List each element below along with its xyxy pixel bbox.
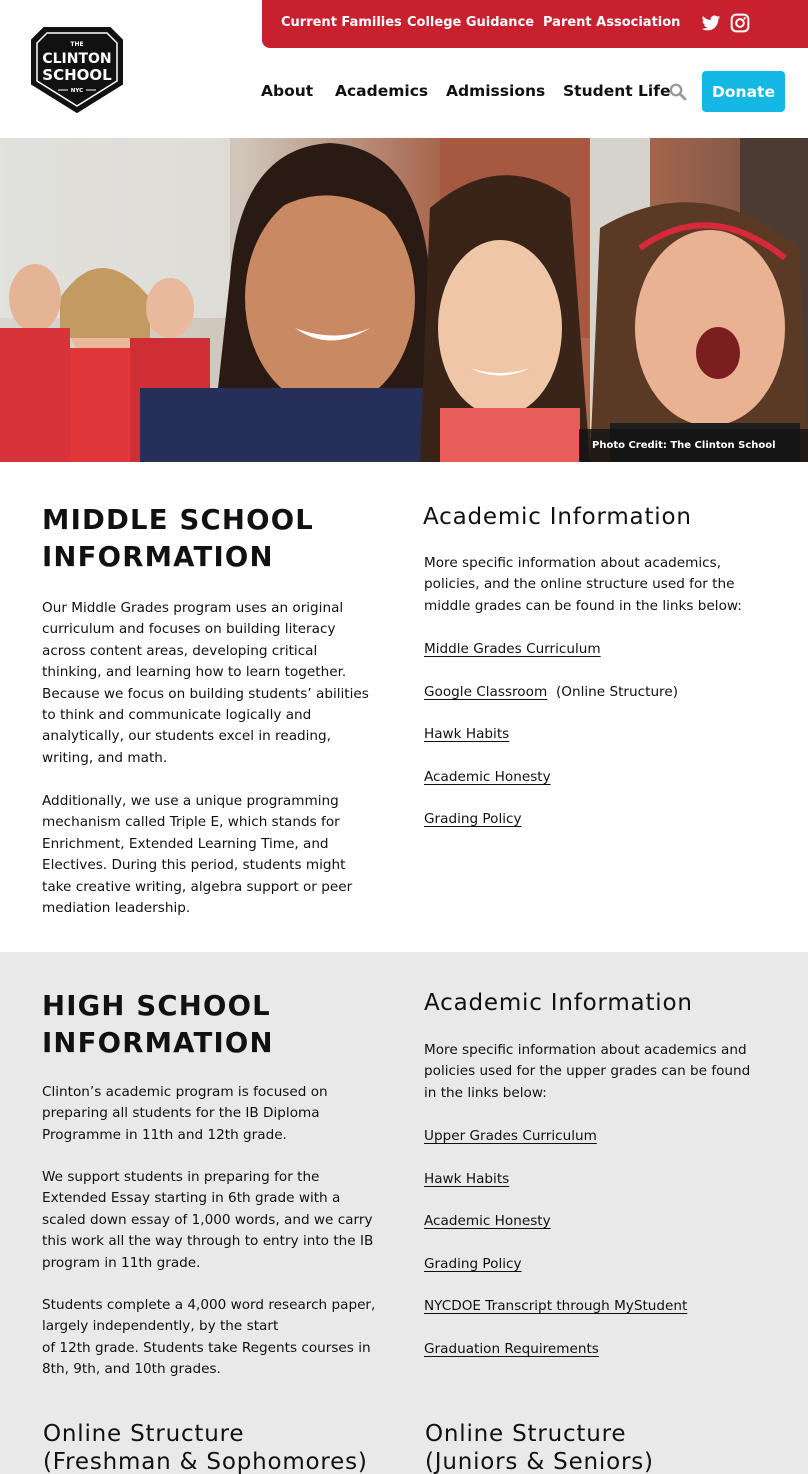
text-line: program in 11th grade.: [42, 1254, 201, 1271]
search-icon[interactable]: [668, 82, 688, 102]
svg-text:SCHOOL: SCHOOL: [42, 66, 112, 84]
text-line: largely independently, by the start: [42, 1318, 279, 1335]
text-line: Additionally, we use a unique programming: [42, 793, 339, 809]
middle-school-section: [0, 462, 808, 952]
instagram-icon[interactable]: [730, 13, 750, 37]
link-academic-honesty-upper[interactable]: Academic Honesty: [424, 1213, 551, 1229]
middle-academic-info-intro: [424, 553, 784, 617]
text-line: Clinton’s academic program is focused on: [42, 1084, 328, 1100]
high-school-section: [0, 952, 808, 1474]
text-line: scaled down essay of 1,000 words, and we carry: [42, 1211, 373, 1228]
middle-school-paragraph-2: [42, 791, 392, 919]
link-upper-grades-curriculum[interactable]: Upper Grades Curriculum: [424, 1128, 597, 1144]
link-google-classroom[interactable]: Google Classroom: [424, 684, 548, 700]
text-line: across content areas, developing critical: [42, 642, 318, 659]
nav-student-life[interactable]: Student Life: [563, 82, 671, 100]
high-school-title-line1: HIGH SCHOOL: [42, 990, 271, 1022]
high-school-title: [42, 988, 274, 1062]
online-structure-right-line2: (Juniors & Seniors): [425, 1449, 654, 1474]
high-academic-info-intro: [424, 1040, 784, 1104]
online-structure-left-title: [43, 1420, 368, 1474]
text-line: of 12th grade. Students take Regents courses in: [42, 1339, 371, 1356]
twitter-icon[interactable]: [701, 13, 721, 37]
svg-text:THE: THE: [70, 41, 84, 48]
hero-photo-illustration: [0, 138, 808, 462]
google-classroom-suffix: (Online Structure): [556, 684, 679, 700]
online-structure-right-line1: Online Structure: [425, 1421, 627, 1447]
text-line: We support students in preparing for the: [42, 1169, 320, 1185]
text-line: to think and communicate logically and: [42, 707, 312, 724]
text-line: in the links below:: [424, 1084, 547, 1101]
link-academic-honesty[interactable]: Academic Honesty: [424, 769, 551, 785]
link-hawk-habits-upper[interactable]: Hawk Habits: [424, 1171, 510, 1187]
text-line: take creative writing, algebra support or peer: [42, 878, 353, 895]
online-structure-left-line1: Online Structure: [43, 1421, 245, 1447]
middle-school-title: [42, 502, 314, 576]
text-line: policies, and the online structure used for the: [424, 576, 735, 593]
high-school-paragraph-1: [42, 1082, 402, 1146]
site-header: [0, 0, 808, 138]
text-line: mechanism called Triple E, which stands for: [42, 814, 340, 831]
link-hawk-habits[interactable]: Hawk Habits: [424, 726, 510, 742]
text-line: Extended Essay starting in 6th grade with a: [42, 1190, 341, 1207]
high-school-paragraph-3: [42, 1295, 402, 1381]
middle-school-title-line1: MIDDLE SCHOOL: [42, 504, 315, 536]
utility-nav-bar: [262, 0, 808, 48]
middle-school-title-line2: INFORMATION: [42, 541, 274, 573]
text-line: preparing all students for the IB Diploma: [42, 1105, 320, 1122]
nav-parent-association[interactable]: Parent Association: [543, 15, 681, 30]
nav-college-guidance[interactable]: College Guidance: [407, 15, 535, 30]
nav-admissions[interactable]: Admissions: [446, 82, 546, 100]
link-middle-grades-curriculum[interactable]: Middle Grades Curriculum: [424, 641, 601, 657]
text-line: this work all the way through to entry into the IB: [42, 1233, 374, 1250]
link-nycdoe-transcript[interactable]: NYCDOE Transcript through MyStudent: [424, 1298, 688, 1314]
link-grading-policy-upper[interactable]: Grading Policy: [424, 1256, 522, 1272]
text-line: Our Middle Grades program uses an original: [42, 600, 344, 616]
nav-about[interactable]: About: [261, 82, 314, 100]
svg-text:NYC: NYC: [70, 88, 84, 94]
text-line: thinking, and learning how to learn together.: [42, 664, 347, 681]
text-line: 8th, 9th, and 10th grades.: [42, 1361, 221, 1378]
text-line: Students complete a 4,000 word research paper,: [42, 1297, 376, 1313]
text-line: More specific information about academics and: [424, 1042, 747, 1058]
text-line: writing, and math.: [42, 749, 168, 766]
link-grading-policy[interactable]: Grading Policy: [424, 811, 522, 827]
nav-current-families[interactable]: Current Families: [281, 15, 402, 30]
text-line: Programme in 11th and 12th grade.: [42, 1126, 287, 1143]
middle-academic-info-title: Academic Information: [423, 504, 692, 530]
school-logo[interactable]: [30, 24, 124, 114]
svg-text:CLINTON: CLINTON: [42, 51, 112, 67]
high-school-title-line2: INFORMATION: [42, 1027, 274, 1059]
high-academic-info-title: Academic Information: [424, 990, 693, 1016]
text-line: More specific information about academics,: [424, 555, 722, 571]
photo-credit: Photo Credit: The Clinton School: [579, 429, 808, 462]
text-line: Enrichment, Extended Learning Time, and: [42, 835, 329, 852]
text-line: analytically, our students excel in reading,: [42, 728, 331, 745]
hero-photo: [0, 138, 808, 462]
text-line: policies used for the upper grades can be found: [424, 1063, 751, 1080]
high-school-paragraph-2: [42, 1167, 402, 1274]
nav-academics[interactable]: Academics: [335, 82, 429, 100]
donate-button[interactable]: Donate: [702, 71, 785, 112]
online-structure-left-line2: (Freshman & Sophomores): [43, 1449, 368, 1474]
text-line: Because we focus on building students’ abilities: [42, 685, 369, 702]
link-graduation-requirements[interactable]: Graduation Requirements: [424, 1341, 599, 1357]
middle-school-paragraph-1: [42, 598, 392, 769]
text-line: curriculum and focuses on building literacy: [42, 621, 336, 638]
text-line: mediation leadership.: [42, 900, 191, 917]
text-line: Electives. During this period, students might: [42, 857, 346, 874]
text-line: middle grades can be found in the links below:: [424, 597, 742, 614]
online-structure-right-title: [425, 1420, 654, 1474]
